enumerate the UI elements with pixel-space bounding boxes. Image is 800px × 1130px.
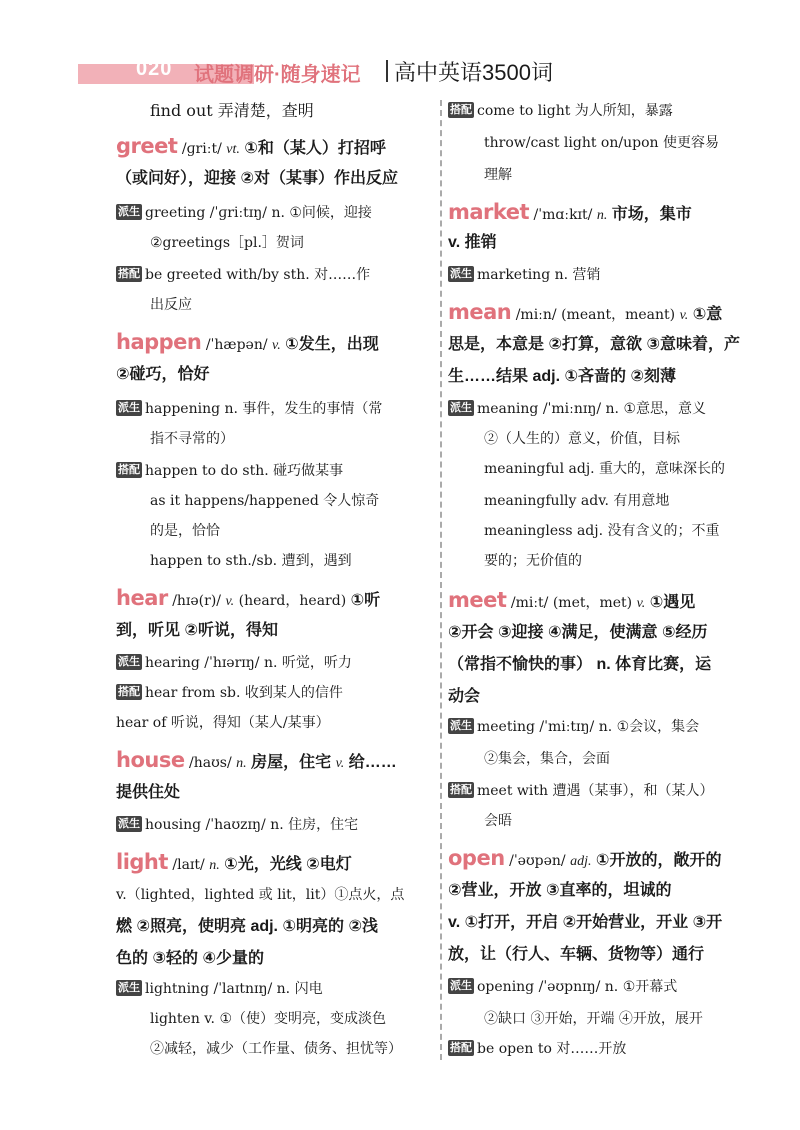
entry-line: meaningless adj. 没有含义的；不重 [484, 523, 720, 539]
definition: ①遇见 [649, 594, 696, 611]
derive-tag: 派生 [118, 205, 140, 218]
headword-entry-meet [448, 586, 695, 614]
headword: house [116, 748, 185, 772]
definition-line: 提供住处 [116, 784, 181, 801]
definition-line: 放，让（行人、车辆、货物等）通行 [448, 946, 705, 963]
inflection: (meant，meant) [561, 307, 676, 323]
definition: ①开放的，敞开的 [595, 852, 722, 869]
headword: market [448, 200, 530, 224]
entry-line: as it happens/happened 令人惊奇 [150, 493, 380, 509]
derivative-line: 派生 lightning /ˈlaɪtnɪŋ/ n. 闪电 [118, 981, 323, 997]
definition-line: ②碰巧，恰好 [116, 366, 210, 383]
entry-line: 理解 [484, 167, 512, 183]
page-number: 020 [136, 58, 173, 80]
collocation-line: 搭配 hear from sb. 收到某人的信件 [118, 685, 343, 701]
headword: meet [448, 588, 507, 612]
derivative-line: 派生 meeting /ˈmiːtɪŋ/ n. ①会议，集会 [450, 719, 700, 735]
definition-line: v.（lighted，lighted 或 lit，lit）①点火，点 [116, 887, 405, 903]
inflection: (heard，heard) [238, 593, 347, 609]
entry-line: 出反应 [150, 297, 192, 313]
part-of-speech: v. [679, 308, 689, 323]
entry-line: throw/cast light on/upon 使更容易 [484, 135, 719, 151]
headword-entry-hear [116, 584, 380, 612]
definition-line: 动会 [448, 688, 481, 705]
phonetic: /ˈəʊpən/ [509, 853, 566, 869]
definition-line: （常指不愉快的事） n. 体育比赛，运 [448, 656, 712, 673]
headword-entry-happen [116, 328, 379, 356]
derivative-line: 派生 meaning /ˈmiːnɪŋ/ n. ①意思，意义 [450, 401, 707, 417]
collocation-line: 搭配 meet with 遭遇（某事），和（某人） [450, 783, 714, 799]
entry-line: ②减轻，减少（工作量、债务、担忧等） [150, 1041, 402, 1057]
entry-line: meaningful adj. 重大的，意味深长的 [484, 461, 726, 477]
definition-line: 色的 ③轻的 ④少量的 [116, 950, 264, 967]
entry-line: ②集会，集合，会面 [484, 751, 610, 767]
collocation-tag: 搭配 [118, 463, 140, 476]
headword-entry-market [448, 198, 692, 226]
entry-line: 要的；无价值的 [484, 553, 582, 569]
definition-line: v. 推销 [448, 234, 497, 251]
entry-line: happen to sth./sb. 遭到，遇到 [150, 553, 352, 569]
definition-line: 思是，本意是 ②打算，意欲 ③意味着，产 [448, 336, 740, 353]
phonetic: /hɪə(r)/ [172, 593, 222, 609]
entry-line: find out 弄清楚，查明 [150, 101, 314, 120]
entry-line: hear of 听说，得知（某人/某事） [116, 715, 330, 731]
series-title: 试题调研·随身速记 [194, 64, 361, 86]
headword-entry-mean [448, 298, 722, 326]
definition-line: 到，听见 ②听说，得知 [116, 622, 278, 639]
derive-tag: 派生 [118, 401, 140, 414]
part-of-speech: n. [236, 756, 247, 771]
collocation-tag: 搭配 [118, 267, 140, 280]
derive-tag: 派生 [118, 817, 140, 830]
headword-entry-greet [116, 132, 386, 160]
derive-tag: 派生 [450, 979, 472, 992]
headword: greet [116, 134, 178, 158]
part-of-speech: adj. [570, 854, 592, 869]
phonetic: /ɡriːt/ [181, 141, 222, 157]
derivative-line: 派生 marketing n. 营销 [450, 267, 601, 283]
entry-line: 的是，恰恰 [150, 523, 220, 539]
phonetic: /miːn/ [515, 307, 557, 323]
phonetic: /ˈmɑːkɪt/ [533, 207, 593, 223]
derive-tag: 派生 [118, 655, 140, 668]
derive-tag: 派生 [118, 981, 140, 994]
derive-tag: 派生 [450, 719, 472, 732]
definition: ①光，光线 ②电灯 [224, 856, 352, 873]
collocation-line: 搭配 come to light 为人所知，暴露 [450, 103, 673, 119]
headword: light [116, 850, 168, 874]
headword: mean [448, 300, 512, 324]
definition: 市场，集市 [611, 206, 692, 223]
phonetic: /haʊs/ [189, 755, 232, 771]
part-of-speech: n. [596, 208, 608, 223]
phonetic: /miːt/ [510, 595, 549, 611]
entry-line: ②（人生的）意义，价值，目标 [484, 431, 680, 447]
part-of-speech: v. [225, 594, 235, 609]
entry-line: lighten v. ①（使）变明亮，变成淡色 [150, 1011, 387, 1027]
entry-line: 会晤 [484, 813, 512, 829]
part-of-speech: v. [335, 756, 345, 771]
collocation-line: 搭配 be open to 对……开放 [450, 1041, 627, 1057]
part-of-speech: vt. [226, 142, 240, 157]
derivative-line: 派生 hearing /ˈhɪərɪŋ/ n. 听觉，听力 [118, 655, 352, 671]
headword-entry-light [116, 848, 352, 876]
collocation-tag: 搭配 [450, 103, 472, 116]
derivative-line: 派生 housing /ˈhaʊzɪŋ/ n. 住房，住宅 [118, 817, 359, 833]
phonetic: /ˈhæpən/ [205, 337, 268, 353]
header-separator [386, 60, 388, 82]
definition-line: 燃 ②照亮，使明亮 adj. ①明亮的 ②浅 [116, 918, 378, 935]
collocation-tag: 搭配 [450, 783, 472, 796]
page-header [78, 56, 578, 88]
column-divider [440, 100, 442, 1060]
entry-line: ②缺口 ③开始，开端 ④开放，展开 [484, 1011, 703, 1027]
derivative-line: 派生 opening /ˈəʊpnɪŋ/ n. ①开幕式 [450, 979, 678, 995]
definition-line: （或问好），迎接 ②对（某事）作出反应 [116, 170, 398, 187]
headword-entry-house [116, 746, 397, 774]
part-of-speech: v. [272, 338, 281, 353]
derive-tag: 派生 [450, 401, 472, 414]
collocation-line: 搭配 happen to do sth. 碰巧做某事 [118, 463, 344, 479]
derivative-line: 派生 greeting /ˈɡriːtɪŋ/ n. ①问候，迎接 [118, 205, 372, 221]
headword: hear [116, 586, 168, 610]
book-title: 高中英语3500词 [394, 60, 553, 85]
definition: 房屋，住宅 [251, 754, 332, 771]
derive-tag: 派生 [450, 267, 472, 280]
part-of-speech: v. [636, 596, 646, 611]
collocation-tag: 搭配 [118, 685, 140, 698]
entry-line: meaningfully adv. 有用意地 [484, 493, 670, 509]
headword-entry-open [448, 844, 721, 872]
collocation-tag: 搭配 [450, 1041, 472, 1054]
entry-line: ②greetings［pl.］贺词 [150, 235, 304, 251]
definition-line: ②开会 ③迎接 ④满足，使满意 ⑤经历 [448, 624, 708, 641]
definition: 给…… [348, 754, 397, 771]
headword: happen [116, 330, 202, 354]
headword: open [448, 846, 505, 870]
definition-line: v. ①打开，开启 ②开始营业，开业 ③开 [448, 914, 723, 931]
inflection: (met，met) [552, 595, 633, 611]
definition: ①听 [350, 592, 381, 609]
definition: ①意 [692, 306, 723, 323]
collocation-line: 搭配 be greeted with/by sth. 对……作 [118, 267, 371, 283]
definition-line: 生……结果 adj. ①吝啬的 ②刻薄 [448, 368, 676, 385]
part-of-speech: n. [209, 858, 220, 873]
definition-line: ②营业，开放 ③直率的，坦诚的 [448, 882, 672, 899]
derivative-line: 派生 happening n. 事件，发生的事情（常 [118, 401, 383, 417]
definition: ①发生，出现 [285, 336, 379, 353]
phonetic: /laɪt/ [172, 857, 205, 873]
entry-line: 指不寻常的） [150, 431, 234, 447]
definition: ①和（某人）打招呼 [244, 140, 386, 157]
